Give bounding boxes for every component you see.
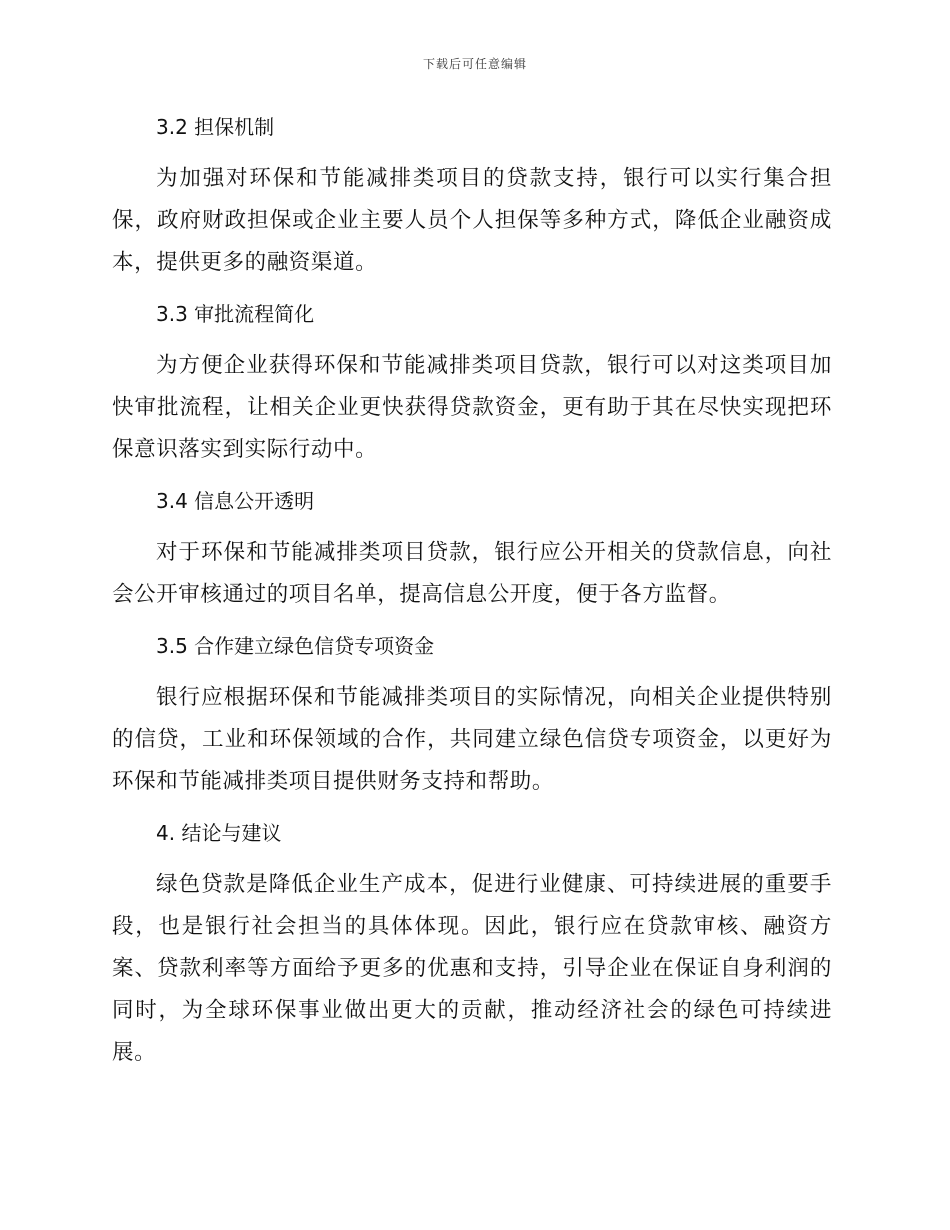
section-paragraph-3-5: 银行应根据环保和节能减排类项目的实际情况，向相关企业提供特别的信贷，工业和环保领域的合作，共同建立绿色信贷专项资金，以更好为环保和节能减排类项目提供财务支持和帮助。 xyxy=(112,685,832,794)
document-body xyxy=(112,110,832,1087)
section-paragraph-3-2: 为加强对环保和节能减排类项目的贷款支持，银行可以实行集合担保，政府财政担保或企业主要人员个人担保等多种方式，降低企业融资成本，提供更多的融资渠道。 xyxy=(112,166,832,275)
section-heading-3-3: 3.3 审批流程简化 xyxy=(156,302,315,326)
section-paragraph-3-4: 对于环保和节能减排类项目贷款，银行应公开相关的贷款信息，向社会公开审核通过的项目名单，提高信息公开度，便于各方监督。 xyxy=(112,540,832,607)
section-heading-4: 4. 结论与建议 xyxy=(156,821,282,845)
header-note: 下载后可任意编辑 xyxy=(422,57,527,71)
section-heading-3-5: 3.5 合作建立绿色信贷专项资金 xyxy=(156,634,435,658)
section-heading-3-2: 3.2 担保机制 xyxy=(156,115,275,139)
section-paragraph-4: 绿色贷款是降低企业生产成本，促进行业健康、可持续进展的重要手段，也是银行社会担当的具体体现。因此，银行应在贷款审核、融资方案、贷款利率等方面给予更多的优惠和支持，引导企业在保证自身利润的同时，为全球环保事业做出更大的贡献，推动经济社会的绿色可持续进展。 xyxy=(112,872,832,1065)
section-paragraph-3-3: 为方便企业获得环保和节能减排类项目贷款，银行可以对这类项目加快审批流程，让相关企业更快获得贷款资金，更有助于其在尽快实现把环保意识落实到实际行动中。 xyxy=(112,353,832,462)
section-heading-3-4: 3.4 信息公开透明 xyxy=(156,489,315,513)
